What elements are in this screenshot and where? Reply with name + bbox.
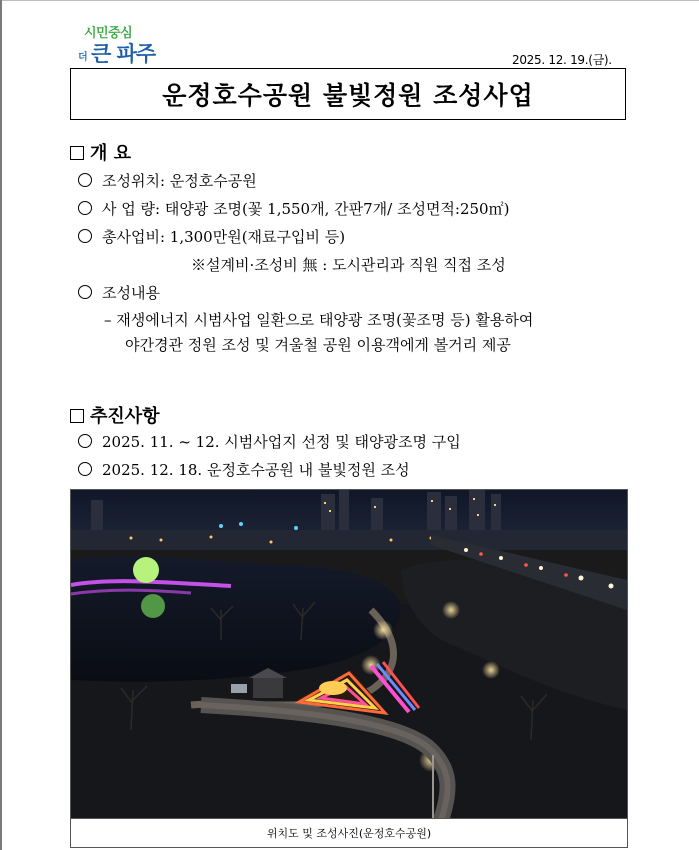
- night-park-photo-illustration: [71, 490, 627, 819]
- circle-bullet-icon: [78, 201, 92, 215]
- overview-item-quantity: [78, 198, 509, 219]
- city-logo: [78, 22, 178, 64]
- progress-item-text: 2025. 12. 18. 운정호수공원 내 불빛정원 조성: [102, 461, 410, 479]
- content-line-2: 야간경관 정원 조성 및 겨울철 공원 이용객에게 볼거리 제공: [125, 336, 511, 354]
- overview-item-text: 조성내용: [102, 284, 160, 302]
- circle-bullet-icon: [78, 285, 92, 299]
- circle-bullet-icon: [78, 434, 92, 448]
- circle-bullet-icon: [78, 229, 92, 243]
- progress-item-text: 2025. 11. ~ 12. 시범사업지 선정 및 태양광조명 구입: [102, 433, 461, 451]
- document-date: 2025. 12. 19.(금).: [512, 53, 612, 67]
- document-title: 운정호수공원 불빛정원 조성사업: [162, 81, 534, 110]
- overview-item-location: [78, 170, 257, 191]
- logo-name: 큰 파주: [91, 42, 156, 66]
- progress-item-1: [78, 431, 461, 452]
- site-photo: [70, 489, 628, 819]
- section-heading-text: 개 요: [90, 143, 132, 164]
- content-line-1: – 재생에너지 시범사업 일환으로 태양광 조명(꽃조명 등) 활용하여: [104, 311, 534, 329]
- progress-item-2: [78, 459, 410, 480]
- logo-slogan: 시민중심: [84, 26, 133, 41]
- overview-item-budget: [78, 226, 345, 247]
- overview-item-content: [78, 282, 160, 303]
- overview-note: ※설계비·조성비 無 : 도시관리과 직원 직접 조성: [191, 256, 506, 274]
- overview-item-text: 총사업비: 1,300만원(재료구입비 등): [102, 228, 346, 246]
- page-left-edge: [0, 0, 2, 850]
- square-bullet-icon: [70, 409, 84, 423]
- circle-bullet-icon: [78, 462, 92, 476]
- logo-prefix: 더: [78, 52, 88, 63]
- photo-caption: 위치도 및 조성사진(운정호수공원): [266, 827, 432, 840]
- page-top-edge: [0, 0, 699, 1]
- overview-item-text: 조성위치: 운정호수공원: [102, 172, 257, 190]
- circle-bullet-icon: [78, 173, 92, 187]
- square-bullet-icon: [70, 146, 84, 160]
- section-heading-text: 추진사항: [90, 406, 160, 427]
- section-progress-heading: [70, 402, 160, 428]
- overview-item-text: 사 업 량: 태양광 조명(꽃 1,550개, 간판7개/ 조성면적:250㎡): [102, 200, 510, 218]
- section-overview-heading: [70, 139, 131, 165]
- title-box: [70, 68, 626, 120]
- photo-caption-box: [70, 819, 628, 848]
